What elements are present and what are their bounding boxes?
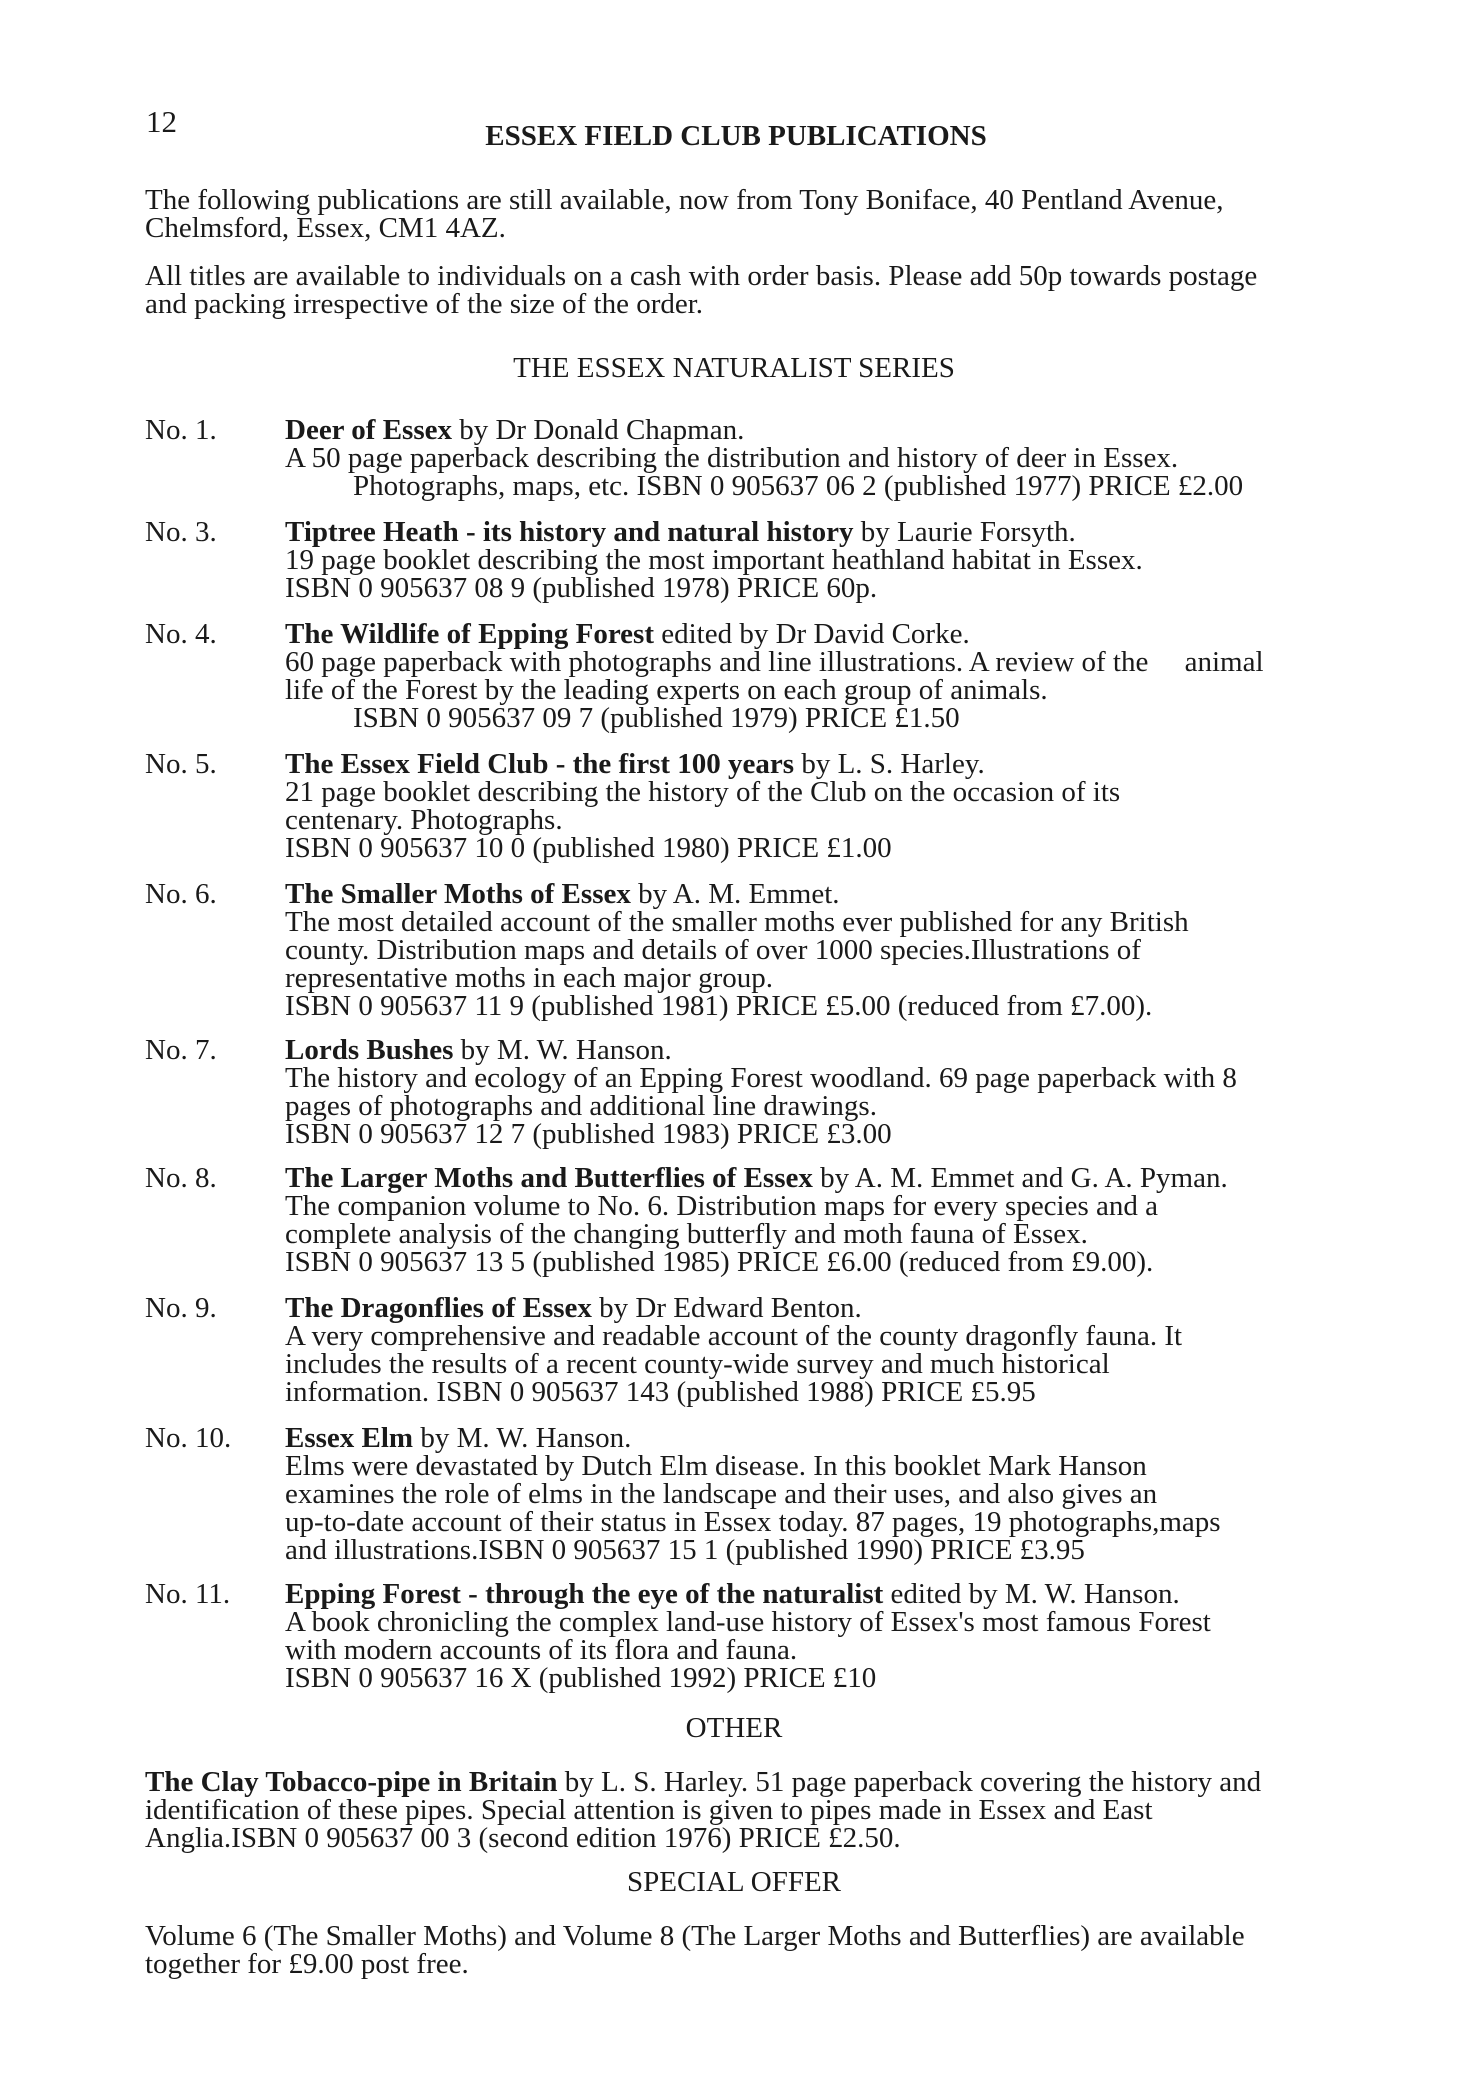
entry-line: up-to-date account of their status in Essex today. 87 pages, 19 photographs,maps [285,1506,1221,1538]
entry-byline: by M. W. Hanson. [413,1422,632,1454]
other-heading [0,1714,1480,1742]
entry-line: includes the results of a recent county-wide survey and much historical [285,1348,1110,1380]
other-line2: identification of these pipes. Special attention is given to pipes made in Essex and East [145,1794,1153,1826]
entry-heading [285,1036,1385,1064]
intro-p1-line2: Chelmsford, Essex, CM1 4AZ. [145,212,506,244]
entry-line: and illustrations.ISBN 0 905637 15 1 (published 1990) PRICE £3.95 [285,1534,1085,1566]
offer-line1: Volume 6 (The Smaller Moths) and Volume 8 (The Larger Moths and Butterflies) are available [145,1920,1245,1952]
other-line1-rest: by L. S. Harley. 51 page paperback covering the history and [557,1766,1262,1798]
entry-byline: by Dr Donald Chapman. [451,414,745,446]
entry-line: life of the Forest by the leading experts on each group of animals. [285,674,1048,706]
entry-byline: by A. M. Emmet. [630,878,840,910]
entry-title: Epping Forest - through the eye of the naturalist [285,1578,884,1610]
entry-line: Photographs, maps, etc. ISBN 0 905637 06 2 (published 1977) PRICE £2.00 [353,470,1244,502]
entry-line: centenary. Photographs. [285,804,563,836]
entry-line: examines the role of elms in the landscape and their uses, and also gives an [285,1478,1158,1510]
entry-title: The Essex Field Club - the first 100 years [285,748,795,780]
entry-title: Deer of Essex [285,414,452,446]
intro-paragraph-1 [145,186,1375,242]
entry-body [285,1580,1385,1692]
entry-title: The Larger Moths and Butterflies of Essex [285,1162,813,1194]
entry-byline: by Laurie Forsyth. [853,516,1076,548]
entry-line: A book chronicling the complex land-use history of Essex's most famous Forest [285,1606,1211,1638]
entry-line: Elms were devastated by Dutch Elm disease. In this booklet Mark Hanson [285,1450,1147,1482]
entry-body [285,416,1385,500]
entry-line: information. ISBN 0 905637 143 (published 1988) PRICE £5.95 [285,1376,1036,1408]
page-title [0,122,1480,150]
entry-number: No. 3. [145,516,217,548]
other-line1 [145,1768,1375,1796]
entry-body [285,518,1385,602]
intro-p2-line1: All titles are available to individuals on a cash with order basis. Please add 50p towards postage [145,260,1258,292]
entry-title: Lords Bushes [285,1034,454,1066]
entry-line: ISBN 0 905637 16 X (published 1992) PRICE £10 [285,1662,877,1694]
intro-p1-line1: The following publications are still available, now from Tony Boniface, 40 Pentland Avenue, [145,184,1224,216]
other-line3: Anglia.ISBN 0 905637 00 3 (second edition 1976) PRICE £2.50. [145,1822,901,1854]
other-title: The Clay Tobacco-pipe in Britain [145,1766,558,1798]
entry-line: ISBN 0 905637 08 9 (published 1978) PRICE 60p. [285,572,878,604]
entry-title: The Dragonflies of Essex [285,1292,592,1324]
entry-line: ISBN 0 905637 12 7 (published 1983) PRICE £3.00 [285,1118,892,1150]
entry-number: No. 9. [145,1292,217,1324]
entry-line: The history and ecology of an Epping Forest woodland. 69 page paperback with 8 [285,1062,1237,1094]
entry-title: The Smaller Moths of Essex [285,878,631,910]
entry-heading [285,620,1385,648]
entry-body [285,1424,1385,1564]
entry-byline: by L. S. Harley. [794,748,985,780]
entry-line: 19 page booklet describing the most important heathland habitat in Essex. [285,544,1143,576]
entry-body [285,1164,1385,1276]
entry-line: A very comprehensive and readable account of the county dragonfly fauna. It [285,1320,1183,1352]
offer-paragraph [145,1922,1375,1978]
entry-heading [285,416,1385,444]
entry-line: 60 page paperback with photographs and line illustrations. A review of the animal [285,646,1264,678]
entry-line: county. Distribution maps and details of over 1000 species.Illustrations of [285,934,1141,966]
entry-number: No. 11. [145,1578,231,1610]
entry-line: A 50 page paperback describing the distribution and history of deer in Essex. [285,442,1179,474]
entry-heading [285,750,1385,778]
entry-number: No. 4. [145,618,217,650]
entry-number: No. 1. [145,414,217,446]
entry-number: No. 5. [145,748,217,780]
entry-byline: by A. M. Emmet and G. A. Pyman. [812,1162,1228,1194]
entry-number: No. 8. [145,1162,217,1194]
entry-number: No. 6. [145,878,217,910]
offer-heading-text: SPECIAL OFFER [626,1866,842,1898]
entry-byline: by Dr Edward Benton. [591,1292,862,1324]
entry-heading [285,1294,1385,1322]
intro-paragraph-2 [145,262,1375,318]
entry-number: No. 10. [145,1422,232,1454]
entry-heading [285,1424,1385,1452]
offer-line2: together for £9.00 post free. [145,1948,469,1980]
entry-body [285,750,1385,862]
entry-line: ISBN 0 905637 10 0 (published 1980) PRICE £1.00 [285,832,892,864]
entry-title: Essex Elm [285,1422,414,1454]
entry-line: The most detailed account of the smaller moths ever published for any British [285,906,1189,938]
entry-line: 21 page booklet describing the history of the Club on the occasion of its [285,776,1121,808]
entry-line: complete analysis of the changing butterfly and moth fauna of Essex. [285,1218,1088,1250]
entry-line: representative moths in each major group. [285,962,774,994]
entry-body [285,1294,1385,1406]
entry-byline: edited by M. W. Hanson. [883,1578,1180,1610]
entry-heading [285,880,1385,908]
other-item [145,1768,1375,1852]
other-heading-text: OTHER [685,1712,783,1744]
page-title-text: ESSEX FIELD CLUB PUBLICATIONS [485,120,987,152]
entry-line: The companion volume to No. 6. Distribution maps for every species and a [285,1190,1159,1222]
entry-heading [285,1580,1385,1608]
entry-byline: by M. W. Hanson. [453,1034,672,1066]
entry-title: Tiptree Heath - its history and natural history [285,516,854,548]
entry-body [285,1036,1385,1148]
intro-p2-line2: and packing irrespective of the size of the order. [145,288,704,320]
entry-number: No. 7. [145,1034,217,1066]
entry-line: ISBN 0 905637 13 5 (published 1985) PRICE £6.00 (reduced from £9.00). [285,1246,1154,1278]
entry-line: ISBN 0 905637 09 7 (published 1979) PRICE £1.50 [353,702,960,734]
entry-body [285,620,1385,732]
series-heading-text: THE ESSEX NATURALIST SERIES [513,352,955,384]
entry-byline: edited by Dr David Corke. [654,618,970,650]
entry-body [285,880,1385,1020]
offer-heading [0,1868,1480,1896]
entry-line: ISBN 0 905637 11 9 (published 1981) PRICE £5.00 (reduced from £7.00). [285,990,1153,1022]
entry-title: The Wildlife of Epping Forest [285,618,654,650]
page-number: 12 [146,104,177,139]
entry-line: pages of photographs and additional line drawings. [285,1090,877,1122]
entry-line: with modern accounts of its flora and fauna. [285,1634,798,1666]
entry-heading [285,518,1385,546]
series-heading [0,354,1480,382]
entry-heading [285,1164,1385,1192]
